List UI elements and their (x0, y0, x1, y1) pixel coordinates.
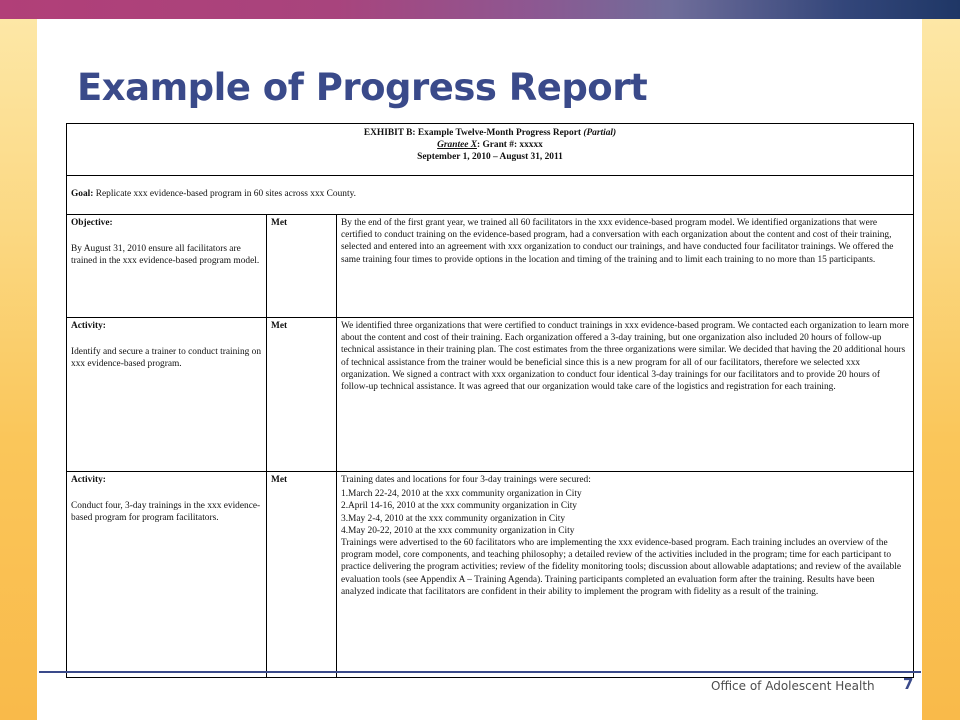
exhibit-date-range: September 1, 2010 – August 31, 2011 (417, 152, 563, 162)
goal-cell (67, 176, 914, 215)
status-cell (267, 318, 337, 472)
status-cell (267, 215, 337, 318)
narrative-cell (337, 215, 914, 318)
objective-cell (67, 215, 267, 318)
list-item: 2.April 14-16, 2010 at the xxx community organization in City (341, 501, 577, 512)
spacer (71, 229, 262, 243)
page-number: 7 (903, 675, 914, 693)
footer-organization: Office of Adolescent Health (711, 679, 875, 693)
goal-row (67, 176, 914, 215)
row-description: Conduct four, 3-day trainings in the xxx evidence-based program for program facilitators. (71, 501, 261, 524)
grantee-label: Grantee X (437, 140, 477, 150)
objective-row (67, 215, 914, 318)
list-item: 1.March 22-24, 2010 at the xxx community organization in City (341, 489, 582, 500)
row-description: Identify and secure a trainer to conduct training on xxx evidence-based program. (71, 347, 262, 370)
narrative-cell (337, 318, 914, 472)
row-narrative: By the end of the first grant year, we trained all 60 facilitators in the xxx evidence-based program model. We identified organizations that were certified to conduct training on the evidence-based program, had a conversation with each organization about the content and cost of their training, selected and entered into an agreement with xxx organization to conduct our trainings, and have conducted four facilitator trainings. We offered the same training four times to provide options in the location and timing of the training and to limit each training to no more than 15 participants. (341, 218, 894, 265)
exhibit-title-text: EXHIBIT B: Example Twelve-Month Progress Report (363, 128, 581, 138)
activity-cell (67, 318, 267, 472)
right-decorative-band (922, 19, 960, 720)
footer-divider (39, 671, 921, 673)
exhibit-title-partial: (Partial) (583, 128, 617, 138)
status-cell (267, 472, 337, 678)
list-item: 3.May 2-4, 2010 at the xxx community organization in City (341, 513, 566, 524)
exhibit-grantee (71, 139, 909, 151)
status-met: Met (271, 218, 288, 228)
list-item: 4.May 20-22, 2010 at the xxx community organization in City (341, 525, 575, 536)
exhibit-header-cell (67, 124, 914, 176)
exhibit-header-row (67, 124, 914, 176)
row-heading: Objective: (71, 218, 113, 228)
activity-cell (67, 472, 267, 678)
row-narrative-outro: Trainings were advertised to the 60 facilitators who are implementing the xxx evidence-based program. Each training includes an overview of the program model, core components, and teaching philosophy; a detailed review of the activities included in the program; time for each participant to practice delivering the program activities; review of the fidelity monitoring tools; discussion about allowable adaptations; and review of the available evaluation tools (see Appendix A – Training Agenda). Training participants completed an evaluation form after the training. Results have been analyzed indicate that facilitators are confident in their ability to implement the program with fidelity as a result of the training. (341, 538, 901, 597)
goal-label: Goal: (71, 189, 94, 199)
row-narrative: We identified three organizations that were certified to conduct trainings in xxx evidence-based program. We contacted each organization to learn more about the content and cost of their training. Each organization offered a 3-day training, but one organization also included 20 hours of follow-up technical assistance in their training plan. The cost estimates from the three organizations were similar. We decided that having the 20 additional hours of technical assistance from the trainer would be beneficial since this is a new program for all of our facilitators, therefore we selected xxx organization. We signed a contract with xxx organization to conduct four identical 3-day trainings for our facilitators and to provide 20 hours of follow-up technical assistance. It was agreed that our organization would take care of the logistics and registration for each training. (341, 321, 909, 393)
status-met: Met (271, 321, 288, 331)
goal-text: Replicate xxx evidence-based program in 60 sites across xxx County. (95, 189, 357, 199)
row-narrative-intro: Training dates and locations for four 3-day trainings were secured: (341, 475, 591, 485)
spacer (71, 332, 262, 346)
row-heading: Activity: (71, 321, 106, 331)
grant-number: : Grant #: xxxxx (476, 140, 543, 150)
slide-title: Example of Progress Report (77, 66, 648, 109)
training-dates-list (341, 488, 909, 537)
progress-report-table (66, 123, 914, 678)
exhibit-title (71, 127, 909, 139)
status-met: Met (271, 475, 288, 485)
narrative-cell (337, 472, 914, 678)
activity-row (67, 472, 914, 678)
top-decorative-band (0, 0, 960, 19)
activity-row (67, 318, 914, 472)
spacer (71, 486, 262, 500)
left-decorative-band (0, 19, 37, 720)
row-description: By August 31, 2010 ensure all facilitators are trained in the xxx evidence-based program model. (71, 244, 260, 267)
row-heading: Activity: (71, 475, 106, 485)
